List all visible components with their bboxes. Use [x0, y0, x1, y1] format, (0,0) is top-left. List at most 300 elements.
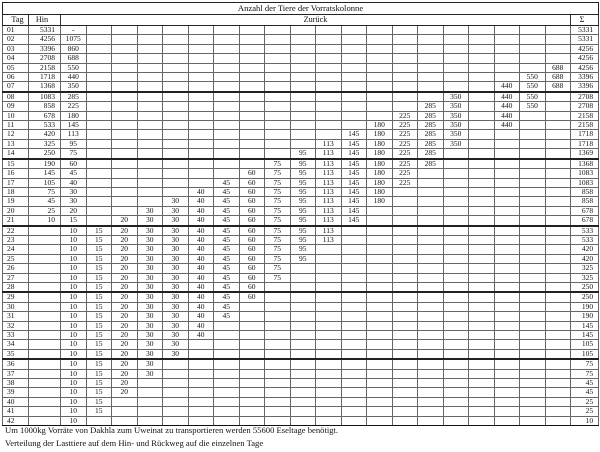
zurueck-cell: 550 — [520, 102, 546, 111]
day-cell: 35 — [3, 349, 29, 359]
zurueck-cell — [265, 111, 291, 120]
zurueck-cell — [443, 73, 469, 82]
zurueck-cell: 10 — [61, 302, 87, 311]
hin-cell: 4256 — [29, 35, 61, 44]
zurueck-cell — [418, 397, 444, 406]
zurueck-cell: 550 — [520, 82, 546, 92]
zurueck-cell — [367, 254, 393, 263]
zurueck-cell — [367, 273, 393, 282]
sum-cell: 858 — [571, 197, 599, 206]
day-cell: 39 — [3, 388, 29, 397]
zurueck-cell — [163, 369, 189, 378]
zurueck-cell — [214, 379, 240, 388]
zurueck-cell — [112, 35, 138, 44]
zurueck-cell — [163, 187, 189, 196]
zurueck-cell: 113 — [316, 206, 342, 215]
zurueck-cell: 40 — [188, 245, 214, 254]
zurueck-cell — [392, 44, 418, 53]
zurueck-cell — [188, 139, 214, 148]
zurueck-cell — [239, 159, 265, 169]
zurueck-cell — [163, 139, 189, 148]
zurueck-cell — [316, 388, 342, 397]
zurueck-cell — [214, 169, 240, 178]
zurueck-cell — [520, 130, 546, 139]
zurueck-cell — [137, 397, 163, 406]
zurueck-cell — [316, 264, 342, 273]
zurueck-cell: 350 — [443, 102, 469, 111]
zurueck-cell: 180 — [367, 178, 393, 187]
zurueck-cell — [443, 312, 469, 321]
zurueck-cell: 440 — [494, 82, 520, 92]
zurueck-cell: 40 — [188, 312, 214, 321]
zurueck-cell — [316, 111, 342, 120]
zurueck-cell — [188, 92, 214, 102]
zurueck-cell — [316, 273, 342, 282]
zurueck-cell: 75 — [265, 216, 291, 226]
zurueck-cell: 180 — [367, 187, 393, 196]
zurueck-cell — [545, 264, 571, 273]
zurueck-cell — [163, 73, 189, 82]
zurueck-cell: 95 — [290, 206, 316, 215]
zurueck-cell — [341, 54, 367, 63]
zurueck-cell — [86, 178, 112, 187]
zurueck-cell — [545, 292, 571, 302]
zurueck-cell — [367, 206, 393, 215]
zurueck-cell — [214, 44, 240, 53]
sum-cell: 1368 — [571, 159, 599, 169]
zurueck-cell — [443, 388, 469, 397]
zurueck-cell — [392, 359, 418, 369]
zurueck-cell — [214, 359, 240, 369]
zurueck-cell — [265, 369, 291, 378]
zurueck-cell — [545, 169, 571, 178]
zurueck-cell: 225 — [392, 121, 418, 130]
zurueck-cell — [494, 273, 520, 282]
day-cell: 40 — [3, 397, 29, 406]
zurueck-cell: 20 — [112, 254, 138, 263]
zurueck-cell — [545, 282, 571, 292]
zurueck-cell: 225 — [392, 169, 418, 178]
zurueck-cell: 350 — [443, 130, 469, 139]
zurueck-cell — [137, 130, 163, 139]
table-row — [3, 44, 599, 53]
zurueck-cell: 30 — [163, 206, 189, 215]
zurueck-cell — [239, 312, 265, 321]
zurueck-cell — [239, 340, 265, 349]
zurueck-cell — [443, 254, 469, 263]
zurueck-cell: 30 — [163, 312, 189, 321]
zurueck-cell — [469, 359, 495, 369]
zurueck-cell — [545, 197, 571, 206]
zurueck-cell — [469, 130, 495, 139]
zurueck-cell — [265, 73, 291, 82]
zurueck-cell — [137, 379, 163, 388]
zurueck-cell — [316, 73, 342, 82]
sum-cell: 10 — [571, 416, 599, 425]
zurueck-cell — [494, 216, 520, 226]
zurueck-cell: 30 — [137, 216, 163, 226]
day-cell: 03 — [3, 44, 29, 53]
zurueck-cell — [418, 359, 444, 369]
zurueck-cell: 113 — [316, 226, 342, 236]
zurueck-cell: 30 — [163, 235, 189, 244]
hin-cell — [29, 388, 61, 397]
zurueck-cell — [443, 54, 469, 63]
sum-cell: 3396 — [571, 73, 599, 82]
zurueck-cell: 15 — [86, 312, 112, 321]
zurueck-cell — [392, 369, 418, 378]
zurueck-cell — [418, 379, 444, 388]
zurueck-cell — [188, 44, 214, 53]
zurueck-cell — [112, 111, 138, 120]
hin-cell: 190 — [29, 159, 61, 169]
zurueck-cell — [316, 63, 342, 72]
zurueck-cell — [341, 379, 367, 388]
day-cell: 31 — [3, 312, 29, 321]
zurueck-cell: 75 — [265, 187, 291, 196]
zurueck-cell — [418, 321, 444, 330]
hin-cell — [29, 273, 61, 282]
zurueck-cell: 30 — [137, 369, 163, 378]
zurueck-cell — [163, 359, 189, 369]
zurueck-cell — [443, 282, 469, 292]
zurueck-cell — [239, 121, 265, 130]
day-cell: 38 — [3, 379, 29, 388]
zurueck-cell — [520, 302, 546, 311]
sum-cell: 105 — [571, 340, 599, 349]
zurueck-cell — [520, 169, 546, 178]
zurueck-cell — [494, 369, 520, 378]
zurueck-cell — [86, 102, 112, 111]
zurueck-cell: 113 — [316, 216, 342, 226]
hin-cell: 420 — [29, 130, 61, 139]
hin-cell: 75 — [29, 187, 61, 196]
zurueck-cell — [214, 54, 240, 63]
day-cell: 13 — [3, 139, 29, 148]
zurueck-cell — [316, 82, 342, 92]
day-cell: 28 — [3, 282, 29, 292]
zurueck-cell — [290, 407, 316, 416]
zurueck-cell: 180 — [367, 121, 393, 130]
zurueck-cell — [494, 388, 520, 397]
zurueck-cell — [494, 235, 520, 244]
zurueck-cell — [86, 92, 112, 102]
zurueck-cell — [265, 388, 291, 397]
zurueck-cell: 10 — [61, 379, 87, 388]
table-row — [3, 130, 599, 139]
zurueck-cell: 40 — [188, 302, 214, 311]
zurueck-cell: 60 — [239, 169, 265, 178]
zurueck-cell: 10 — [61, 349, 87, 359]
sum-cell: 25 — [571, 407, 599, 416]
zurueck-cell — [520, 407, 546, 416]
zurueck-cell — [418, 245, 444, 254]
zurueck-cell: 75 — [265, 197, 291, 206]
zurueck-cell — [188, 54, 214, 63]
zurueck-cell — [214, 130, 240, 139]
zurueck-cell — [443, 321, 469, 330]
zurueck-cell — [86, 73, 112, 82]
zurueck-cell — [494, 416, 520, 425]
zurueck-cell: 20 — [112, 359, 138, 369]
zurueck-cell: 180 — [367, 130, 393, 139]
zurueck-cell: 10 — [61, 273, 87, 282]
zurueck-cell — [494, 340, 520, 349]
zurueck-cell — [545, 254, 571, 263]
zurueck-cell: 10 — [61, 282, 87, 292]
zurueck-cell — [494, 187, 520, 196]
zurueck-cell — [137, 82, 163, 92]
zurueck-cell: 350 — [443, 121, 469, 130]
zurueck-cell — [112, 149, 138, 159]
zurueck-cell — [86, 139, 112, 148]
table-row — [3, 197, 599, 206]
zurueck-cell — [367, 302, 393, 311]
zurueck-cell — [86, 44, 112, 53]
zurueck-cell — [494, 226, 520, 236]
zurueck-cell — [265, 379, 291, 388]
zurueck-cell — [341, 349, 367, 359]
zurueck-cell — [188, 169, 214, 178]
day-cell: 14 — [3, 149, 29, 159]
zurueck-cell: 550 — [520, 92, 546, 102]
zurueck-cell: 113 — [316, 235, 342, 244]
zurueck-cell: 60 — [239, 292, 265, 302]
zurueck-cell — [418, 226, 444, 236]
zurueck-cell — [112, 187, 138, 196]
zurueck-cell: 45 — [214, 226, 240, 236]
zurueck-cell — [316, 282, 342, 292]
zurueck-cell — [367, 349, 393, 359]
zurueck-cell — [341, 245, 367, 254]
zurueck-cell: 15 — [86, 273, 112, 282]
hin-cell: 678 — [29, 111, 61, 120]
footer-line-1: Um 1000kg Vorräte von Dakhla zum Uweinat zu transportieren werden 55600 Eseltage benötigt. — [5, 425, 339, 435]
zurueck-cell — [418, 92, 444, 102]
zurueck-cell: 180 — [61, 111, 87, 120]
zurueck-cell — [341, 102, 367, 111]
zurueck-cell — [316, 35, 342, 44]
zurueck-cell — [545, 359, 571, 369]
sum-cell: 250 — [571, 282, 599, 292]
zurueck-cell: 15 — [86, 397, 112, 406]
hin-cell: 10 — [29, 216, 61, 226]
zurueck-cell — [494, 159, 520, 169]
zurueck-cell: 60 — [239, 216, 265, 226]
zurueck-cell — [290, 349, 316, 359]
zurueck-cell: 145 — [341, 178, 367, 187]
zurueck-cell — [341, 282, 367, 292]
zurueck-cell — [494, 321, 520, 330]
zurueck-cell: 10 — [61, 321, 87, 330]
zurueck-cell — [112, 139, 138, 148]
zurueck-cell — [494, 197, 520, 206]
zurueck-cell: 10 — [61, 235, 87, 244]
zurueck-cell — [443, 26, 469, 35]
zurueck-cell: 225 — [392, 159, 418, 169]
zurueck-cell — [316, 340, 342, 349]
zurueck-cell — [443, 273, 469, 282]
zurueck-cell: 60 — [239, 282, 265, 292]
zurueck-cell: 15 — [61, 216, 87, 226]
sum-cell: 190 — [571, 302, 599, 311]
zurueck-cell: 95 — [290, 178, 316, 187]
zurueck-cell — [392, 416, 418, 425]
zurueck-cell: 40 — [188, 206, 214, 215]
zurueck-cell — [494, 54, 520, 63]
zurueck-cell: 75 — [265, 169, 291, 178]
zurueck-cell — [520, 197, 546, 206]
zurueck-cell — [137, 35, 163, 44]
zurueck-cell — [443, 292, 469, 302]
zurueck-cell — [112, 102, 138, 111]
zurueck-cell: 30 — [137, 264, 163, 273]
zurueck-cell — [265, 349, 291, 359]
zurueck-cell — [494, 139, 520, 148]
table-row — [3, 26, 599, 35]
zurueck-cell — [469, 169, 495, 178]
day-cell: 10 — [3, 111, 29, 120]
zurueck-cell: 20 — [112, 264, 138, 273]
zurueck-cell — [112, 130, 138, 139]
zurueck-cell — [316, 369, 342, 378]
zurueck-cell: 45 — [214, 273, 240, 282]
zurueck-cell: 440 — [494, 111, 520, 120]
zurueck-cell — [86, 149, 112, 159]
zurueck-cell: 60 — [239, 245, 265, 254]
zurueck-cell: 440 — [61, 73, 87, 82]
sum-cell: 678 — [571, 206, 599, 215]
hin-cell: 25 — [29, 206, 61, 215]
zurueck-cell: 860 — [61, 44, 87, 53]
zurueck-cell: 30 — [137, 312, 163, 321]
table-row — [3, 245, 599, 254]
zurueck-cell — [494, 302, 520, 311]
sum-cell: 75 — [571, 359, 599, 369]
zurueck-cell — [163, 102, 189, 111]
zurueck-cell: 15 — [86, 292, 112, 302]
zurueck-cell — [494, 312, 520, 321]
zurueck-cell — [290, 54, 316, 63]
zurueck-cell — [239, 82, 265, 92]
zurueck-cell: 95 — [290, 216, 316, 226]
zurueck-cell — [290, 379, 316, 388]
sum-cell: 3396 — [571, 82, 599, 92]
zurueck-cell: 45 — [61, 169, 87, 178]
zurueck-cell — [341, 264, 367, 273]
zurueck-cell: 30 — [163, 340, 189, 349]
zurueck-cell — [469, 321, 495, 330]
zurueck-cell — [418, 416, 444, 425]
zurueck-cell: 20 — [112, 312, 138, 321]
zurueck-cell — [494, 331, 520, 340]
zurueck-cell — [316, 359, 342, 369]
zurueck-cell — [137, 197, 163, 206]
zurueck-cell — [265, 302, 291, 311]
table-row — [3, 206, 599, 215]
zurueck-cell — [443, 216, 469, 226]
zurueck-cell: 30 — [163, 264, 189, 273]
zurueck-cell — [316, 379, 342, 388]
zurueck-cell — [290, 321, 316, 330]
zurueck-cell — [341, 359, 367, 369]
zurueck-cell — [469, 102, 495, 111]
zurueck-cell — [392, 254, 418, 263]
zurueck-cell — [163, 111, 189, 120]
day-cell: 42 — [3, 416, 29, 425]
sum-cell: 5331 — [571, 26, 599, 35]
zurueck-cell — [469, 44, 495, 53]
zurueck-cell — [137, 44, 163, 53]
zurueck-cell: 30 — [61, 187, 87, 196]
zurueck-cell — [341, 254, 367, 263]
zurueck-cell — [239, 35, 265, 44]
table-title: Anzahl der Tiere der Vorratskolonne — [3, 3, 599, 15]
zurueck-cell — [137, 149, 163, 159]
zurueck-cell — [443, 63, 469, 72]
zurueck-cell — [392, 206, 418, 215]
zurueck-cell — [214, 26, 240, 35]
sum-cell: 533 — [571, 235, 599, 244]
zurueck-cell — [520, 159, 546, 169]
sum-cell: 1369 — [571, 149, 599, 159]
zurueck-cell: 15 — [86, 349, 112, 359]
day-cell: 32 — [3, 321, 29, 330]
hin-cell: 1368 — [29, 82, 61, 92]
hin-cell: 145 — [29, 169, 61, 178]
zurueck-cell: 440 — [494, 102, 520, 111]
zurueck-cell — [163, 63, 189, 72]
zurueck-cell — [418, 35, 444, 44]
zurueck-cell — [290, 273, 316, 282]
zurueck-cell — [265, 312, 291, 321]
zurueck-cell — [469, 216, 495, 226]
zurueck-cell — [316, 44, 342, 53]
zurueck-cell — [418, 331, 444, 340]
sum-cell: 325 — [571, 273, 599, 282]
zurueck-cell — [341, 35, 367, 44]
zurueck-cell — [469, 121, 495, 130]
zurueck-cell: 20 — [112, 282, 138, 292]
zurueck-cell — [239, 92, 265, 102]
zurueck-cell — [214, 407, 240, 416]
zurueck-cell — [112, 44, 138, 53]
zurueck-cell: 30 — [137, 349, 163, 359]
zurueck-cell: 45 — [214, 264, 240, 273]
zurueck-cell — [239, 369, 265, 378]
zurueck-cell — [494, 35, 520, 44]
zurueck-cell — [188, 397, 214, 406]
zurueck-cell — [137, 73, 163, 82]
zurueck-cell — [494, 397, 520, 406]
zurueck-cell — [265, 340, 291, 349]
zurueck-cell — [265, 26, 291, 35]
zurueck-cell — [188, 63, 214, 72]
day-cell: 33 — [3, 331, 29, 340]
zurueck-cell — [112, 206, 138, 215]
day-cell: 11 — [3, 121, 29, 130]
zurueck-cell — [520, 397, 546, 406]
zurueck-cell — [545, 102, 571, 111]
zurueck-cell: 145 — [341, 216, 367, 226]
zurueck-cell — [545, 206, 571, 215]
zurueck-cell: 20 — [112, 388, 138, 397]
zurueck-cell: 45 — [214, 197, 240, 206]
zurueck-cell — [392, 73, 418, 82]
zurueck-cell — [520, 187, 546, 196]
zurueck-cell — [392, 349, 418, 359]
zurueck-cell — [392, 63, 418, 72]
